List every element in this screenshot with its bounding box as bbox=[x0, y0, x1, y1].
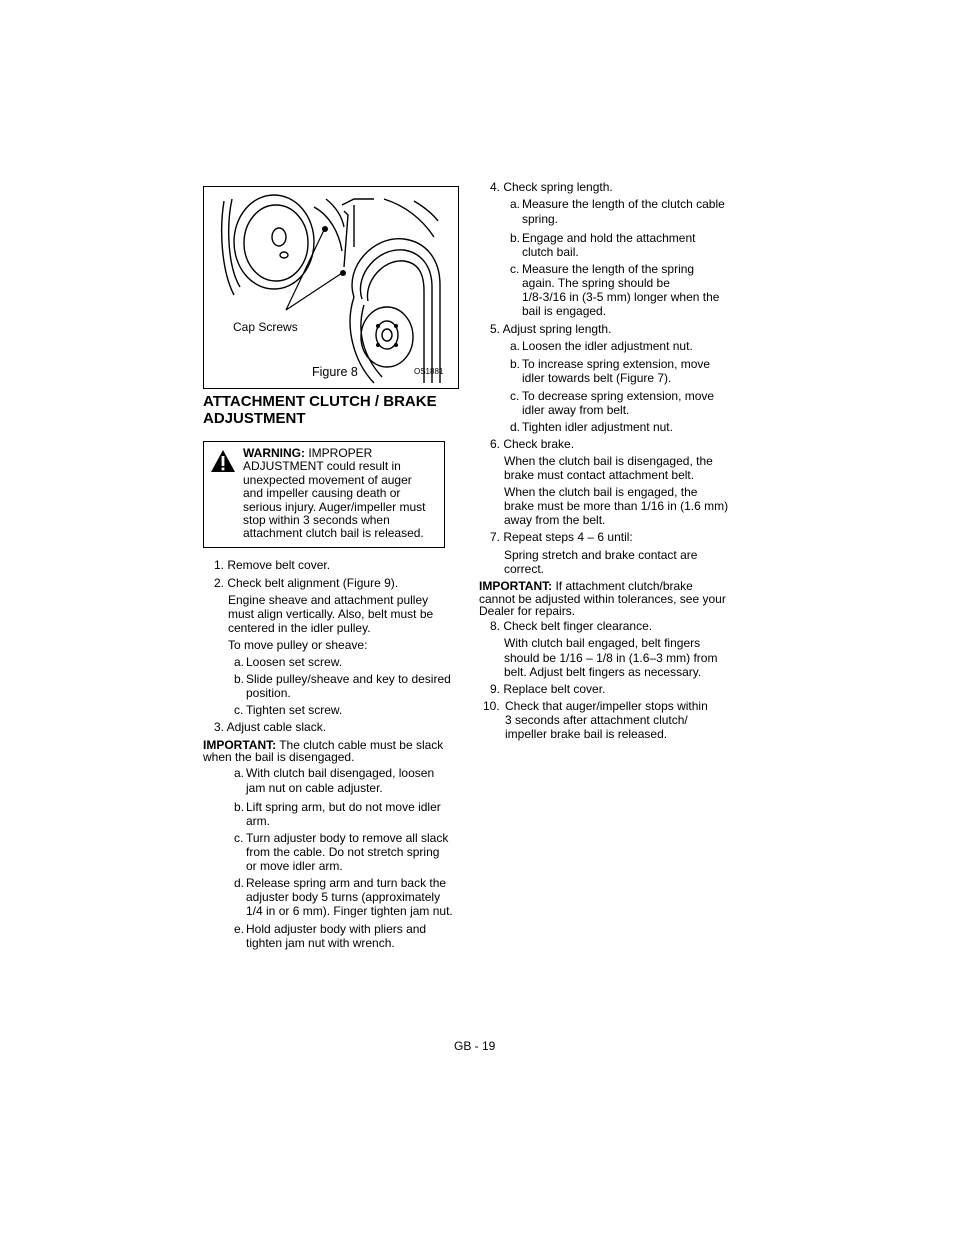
important-label: IMPORTANT: bbox=[203, 738, 277, 752]
step-2c: Tighten set screw. bbox=[246, 703, 343, 717]
step-4c-line: bail is engaged. bbox=[522, 304, 607, 318]
step-10-line: impeller brake bail is released. bbox=[505, 727, 668, 741]
step-4b-line: clutch bail. bbox=[522, 245, 579, 259]
cap-screws-label: Cap Screws bbox=[233, 320, 298, 334]
step-2: 2. Check belt alignment (Figure 9). bbox=[214, 576, 399, 590]
step-5: 5. Adjust spring length. bbox=[490, 322, 612, 336]
step-10-line: Check that auger/impeller stops within bbox=[505, 699, 708, 713]
step-3e-line: Hold adjuster body with pliers and bbox=[246, 922, 427, 936]
figure-8-frame bbox=[203, 186, 459, 389]
step-3a-line: With clutch bail disengaged, loosen bbox=[246, 766, 435, 780]
step-5b-line: To increase spring extension, move bbox=[522, 357, 711, 371]
list-marker: c. bbox=[510, 262, 520, 276]
step-7-para-line: correct. bbox=[504, 562, 545, 576]
list-marker: a. bbox=[510, 197, 521, 211]
list-marker: c. bbox=[234, 703, 244, 717]
step-3d-line: Release spring arm and turn back the bbox=[246, 876, 447, 890]
step-7-para-line: Spring stretch and brake contact are bbox=[504, 548, 698, 562]
step-4a-line: spring. bbox=[522, 212, 559, 226]
list-marker: a. bbox=[234, 655, 245, 669]
step-8: 8. Check belt finger clearance. bbox=[490, 619, 653, 633]
important-note-2-line: IMPORTANT: If attachment clutch/brake bbox=[479, 579, 693, 593]
step-5d: Tighten idler adjustment nut. bbox=[522, 420, 673, 434]
list-marker: b. bbox=[234, 672, 245, 686]
section-heading-line2: ADJUSTMENT bbox=[203, 410, 306, 427]
step-4c-line: 1/8-3/16 in (3-5 mm) longer when the bbox=[522, 290, 720, 304]
step-4b-line: Engage and hold the attachment bbox=[522, 231, 696, 245]
step-6-para-2-line: away from the belt. bbox=[504, 513, 606, 527]
step-5b-line: idler towards belt (Figure 7). bbox=[522, 371, 672, 385]
warning-line-5: serious injury. Auger/impeller must bbox=[243, 500, 426, 514]
list-marker: e. bbox=[234, 922, 245, 936]
step-8-para-line: should be 1/16 – 1/8 in (1.6–3 mm) from bbox=[504, 651, 718, 665]
list-marker: a. bbox=[234, 766, 245, 780]
step-6-para-1-line: brake must contact attachment belt. bbox=[504, 468, 695, 482]
list-marker: d. bbox=[510, 420, 521, 434]
warning-line-1: WARNING: IMPROPER bbox=[243, 446, 373, 460]
step-3: 3. Adjust cable slack. bbox=[214, 720, 327, 734]
warning-line-4: and impeller causing death or bbox=[243, 486, 401, 500]
step-3c-line: from the cable. Do not stretch spring bbox=[246, 845, 440, 859]
step-4c-line: Measure the length of the spring bbox=[522, 262, 695, 276]
important-note-2-line: cannot be adjusted within tolerances, see your bbox=[479, 592, 726, 606]
step-8-para-line: belt. Adjust belt fingers as necessary. bbox=[504, 665, 702, 679]
step-4: 4. Check spring length. bbox=[490, 180, 613, 194]
step-9: 9. Replace belt cover. bbox=[490, 682, 606, 696]
important-note-1-line: IMPORTANT: The clutch cable must be slack bbox=[203, 738, 444, 752]
important-note-1-line: when the bail is disengaged. bbox=[203, 750, 355, 764]
list-marker: c. bbox=[510, 389, 520, 403]
step-10-line: 3 seconds after attachment clutch/ bbox=[505, 713, 688, 727]
warning-line-3: unexpected movement of auger bbox=[243, 473, 412, 487]
step-2-para-line: Engine sheave and attachment pulley bbox=[228, 593, 429, 607]
warning-triangle-icon bbox=[210, 449, 236, 473]
step-5c-line: To decrease spring extension, move bbox=[522, 389, 715, 403]
step-3d-line: 1/4 in or 6 mm). Finger tighten jam nut. bbox=[246, 904, 453, 918]
list-marker: b. bbox=[234, 800, 245, 814]
figure-code: OS1881 bbox=[414, 367, 444, 376]
step-6-para-2-line: brake must be more than 1/16 in (1.6 mm) bbox=[504, 499, 729, 513]
warning-line-7: attachment clutch bail is released. bbox=[243, 526, 424, 540]
step-5c-line: idler away from belt. bbox=[522, 403, 630, 417]
step-3b-line: Lift spring arm, but do not move idler bbox=[246, 800, 441, 814]
list-marker: d. bbox=[234, 876, 245, 890]
step-3b-line: arm. bbox=[246, 814, 270, 828]
important-note-2-line: Dealer for repairs. bbox=[479, 604, 576, 618]
list-marker: a. bbox=[510, 339, 521, 353]
step-2b-line: Slide pulley/sheave and key to desired bbox=[246, 672, 451, 686]
step-5a: Loosen the idler adjustment nut. bbox=[522, 339, 693, 353]
step-2-move-text: To move pulley or sheave: bbox=[228, 638, 368, 652]
step-4a-line: Measure the length of the clutch cable bbox=[522, 197, 725, 211]
step-2b-line: position. bbox=[246, 686, 291, 700]
step-1: 1. Remove belt cover. bbox=[214, 558, 331, 572]
step-2a: Loosen set screw. bbox=[246, 655, 343, 669]
step-3e-line: tighten jam nut with wrench. bbox=[246, 936, 395, 950]
warning-label: WARNING: bbox=[243, 446, 305, 460]
step-6-para-2-line: When the clutch bail is engaged, the bbox=[504, 485, 698, 499]
step-7: 7. Repeat steps 4 – 6 until: bbox=[490, 530, 633, 544]
step-3c-line: Turn adjuster body to remove all slack bbox=[246, 831, 449, 845]
step-3a-line: jam nut on cable adjuster. bbox=[246, 781, 383, 795]
list-marker: b. bbox=[510, 357, 521, 371]
important-label: IMPORTANT: bbox=[479, 579, 553, 593]
step-3c-line: or move idler arm. bbox=[246, 859, 343, 873]
list-marker: c. bbox=[234, 831, 244, 845]
step-2-para-line: centered in the idler pulley. bbox=[228, 621, 371, 635]
step-4c-line: again. The spring should be bbox=[522, 276, 670, 290]
warning-line-2: ADJUSTMENT could result in bbox=[243, 459, 401, 473]
step-6: 6. Check brake. bbox=[490, 437, 575, 451]
warning-box bbox=[203, 441, 445, 548]
auger-assembly-illustration bbox=[204, 187, 458, 388]
page-number: GB - 19 bbox=[454, 1039, 496, 1053]
step-2-para-line: must align vertically. Also, belt must be bbox=[228, 607, 434, 621]
step-10-number: 10. bbox=[483, 699, 500, 713]
list-marker: b. bbox=[510, 231, 521, 245]
step-3d-line: adjuster body 5 turns (approximately bbox=[246, 890, 441, 904]
step-8-para-line: With clutch bail engaged, belt fingers bbox=[504, 636, 701, 650]
section-heading-line1: ATTACHMENT CLUTCH / BRAKE bbox=[203, 393, 437, 410]
warning-line-6: stop within 3 seconds when bbox=[243, 513, 390, 527]
step-6-para-1-line: When the clutch bail is disengaged, the bbox=[504, 454, 713, 468]
figure-caption: Figure 8 bbox=[312, 365, 358, 379]
